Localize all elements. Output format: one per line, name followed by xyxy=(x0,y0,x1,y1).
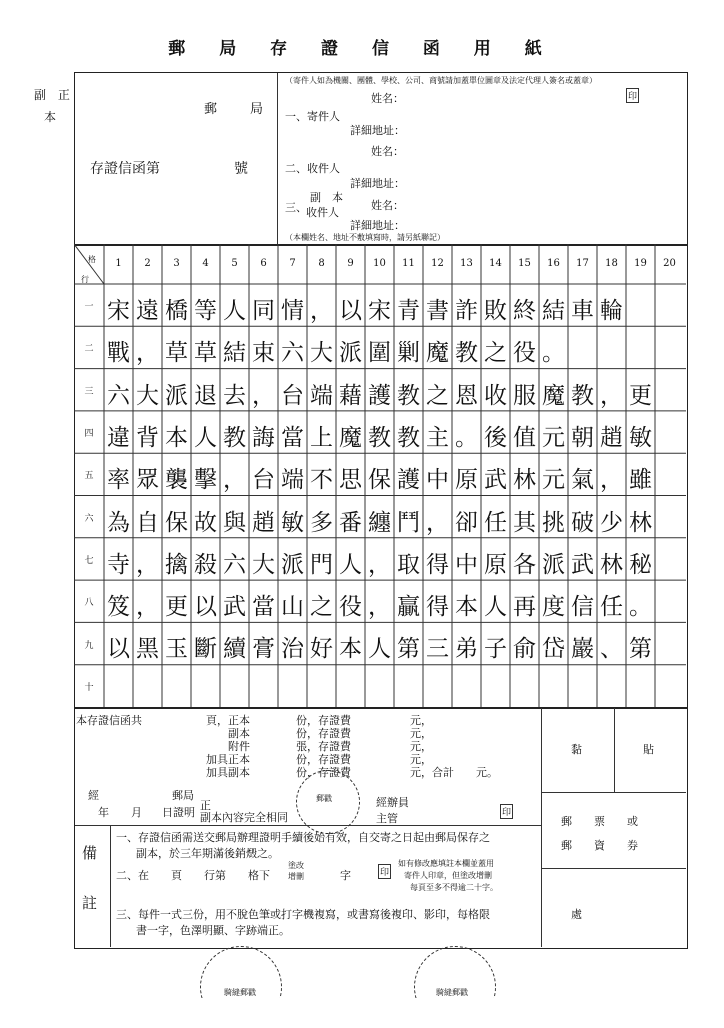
letter-char: 擊 xyxy=(194,467,217,494)
fee-row-b: 份，存證費 xyxy=(296,714,351,727)
row-number: 二 xyxy=(84,344,94,355)
supervisor-label: 主管 xyxy=(376,812,398,825)
letter-char: 武 xyxy=(571,551,594,578)
letter-char: 本 xyxy=(339,636,362,663)
letter-char: 當 xyxy=(252,594,275,621)
letter-char: 與 xyxy=(223,509,246,536)
letter-char: ， xyxy=(368,551,391,578)
fee-row-b: 張，存證費 xyxy=(296,740,351,753)
stamps-b: 郵 資 券 xyxy=(561,839,638,852)
column-number: 15 xyxy=(518,258,531,269)
fee-row-a: 加具副本 xyxy=(206,766,250,779)
fee-row-c: 元， xyxy=(410,740,432,753)
letter-char: 人 xyxy=(339,551,362,578)
letter-char: 朝 xyxy=(571,424,594,451)
letter-char: 第 xyxy=(629,636,652,663)
stamps-a: 郵 票 或 xyxy=(561,815,638,828)
letter-char: 教 xyxy=(368,424,391,451)
fee-row-b: 份，存證費 xyxy=(296,766,351,779)
letter-char: 度 xyxy=(542,594,565,621)
letter-char: 。 xyxy=(455,424,478,451)
letter-char: 保 xyxy=(368,467,391,494)
letter-char: 主 xyxy=(426,424,449,451)
letter-char: 教 xyxy=(397,382,420,409)
row-number: 四 xyxy=(84,429,94,440)
letter-char: 宋 xyxy=(107,298,130,324)
remarks-zhu: 註 xyxy=(82,894,98,912)
column-number: 20 xyxy=(663,258,676,269)
column-number: 1 xyxy=(115,258,122,269)
letter-char: 破 xyxy=(571,509,594,536)
sender-seal: 印 xyxy=(626,88,639,103)
letter-char: 以 xyxy=(194,594,217,621)
letter-char: 笈 xyxy=(107,594,130,621)
letter-char: 再 xyxy=(513,594,536,621)
letter-char: ， xyxy=(223,467,246,494)
receiver-address-label: 詳細地址： xyxy=(350,177,405,190)
fee-row-b: 份，存證費 xyxy=(296,727,351,740)
letter-char: 思 xyxy=(339,467,362,494)
letter-char: 更 xyxy=(629,382,652,409)
letter-char: 敏 xyxy=(281,509,304,536)
letter-char: 教 xyxy=(455,340,478,367)
letter-char: 寺 xyxy=(107,551,130,578)
letter-char: ， xyxy=(600,467,623,494)
receiver-name-label: 姓名： xyxy=(371,145,404,158)
letter-char: 以 xyxy=(339,298,362,324)
remark-2-mid-b: 增刪 xyxy=(288,872,304,881)
column-number: 2 xyxy=(144,258,151,269)
stamp-label-b: 貼 xyxy=(643,743,654,756)
letter-char: 後 xyxy=(484,424,507,451)
letter-char: 書 xyxy=(426,298,449,324)
letter-char: 以 xyxy=(107,636,130,663)
sender-label: 一、寄件人 xyxy=(285,110,340,123)
letter-char: 鬥 xyxy=(397,509,420,536)
corner-top: 格 xyxy=(88,255,96,264)
column-number: 19 xyxy=(634,258,647,269)
letter-char: 好 xyxy=(310,636,333,663)
sender-address-label: 詳細地址： xyxy=(350,124,405,137)
column-number: 9 xyxy=(347,258,354,269)
letter-char: 武 xyxy=(484,467,507,494)
stamps-place: 處 xyxy=(571,908,582,921)
letter-char: 教 xyxy=(223,424,246,451)
row-number: 五 xyxy=(84,471,94,482)
letter-char: 氣 xyxy=(571,467,594,494)
fee-row-b: 份，存證費 xyxy=(296,753,351,766)
letter-char: 其 xyxy=(513,509,536,536)
letter-char: 擒 xyxy=(165,551,188,578)
letter-char: 魔 xyxy=(542,382,565,409)
letter-char: ， xyxy=(310,298,333,324)
page-title: 郵 局 存 證 信 函 用 紙 xyxy=(168,39,556,59)
certify-jing: 經 xyxy=(88,789,99,802)
letter-char: 率 xyxy=(107,467,130,494)
letter-char: 派 xyxy=(339,340,362,367)
column-number: 6 xyxy=(260,258,267,269)
column-number: 8 xyxy=(318,258,325,269)
receiver-label: 二、收件人 xyxy=(285,162,340,175)
fee-row-c: 元， xyxy=(410,727,432,740)
certify-year-month: 年 月 xyxy=(98,806,142,819)
column-number: 18 xyxy=(605,258,618,269)
letter-char: 大 xyxy=(136,382,159,409)
column-number: 7 xyxy=(289,258,296,269)
letter-char: 任 xyxy=(600,594,623,621)
column-number: 14 xyxy=(489,258,502,269)
column-number: 13 xyxy=(460,258,473,269)
remark-1a: 一、存證信函需送交郵局辦理證明手續後始有效，自交寄之日起由郵局保存之 xyxy=(116,831,490,844)
letter-char: 遠 xyxy=(136,298,159,324)
letter-char: ， xyxy=(136,340,159,367)
letter-char: 元 xyxy=(542,467,565,494)
letter-char: 派 xyxy=(281,551,304,578)
letter-char: 秘 xyxy=(629,551,652,578)
letter-char: 。 xyxy=(629,594,652,621)
copy-type-top: 副 正 xyxy=(34,88,74,102)
letter-char: 挑 xyxy=(542,509,565,536)
copy-receiver-b: 收件人 xyxy=(306,206,339,219)
letter-char: 橋 xyxy=(165,298,188,324)
letter-char: 剿 xyxy=(397,340,420,367)
letter-char: 人 xyxy=(223,298,246,324)
fee-row-a: 頁，正本 xyxy=(206,714,250,727)
column-number: 17 xyxy=(576,258,589,269)
letter-char: 值 xyxy=(513,424,536,451)
letter-char: 第 xyxy=(397,636,420,663)
letter-char: 情 xyxy=(281,298,304,324)
letter-char: 保 xyxy=(165,509,188,536)
letter-char: 上 xyxy=(310,424,333,451)
remark-2-mid-a: 塗改 xyxy=(288,861,304,870)
letter-char: 魔 xyxy=(426,340,449,367)
post-office-label: 郵 局 xyxy=(204,102,274,117)
letter-char: 大 xyxy=(310,340,333,367)
letter-char: 襲 xyxy=(165,467,188,494)
copy-type-bottom: 本 xyxy=(44,110,57,124)
letter-char: ， xyxy=(136,594,159,621)
letter-char: 端 xyxy=(281,467,304,494)
remark-1b: 副本，於三年期滿後銷燬之。 xyxy=(136,847,279,860)
letter-char: 大 xyxy=(252,551,275,578)
header-note-bottom: （本欄姓名、地址不敷填寫時，請另紙聯記） xyxy=(285,233,445,242)
letter-char: 六 xyxy=(107,382,130,409)
letter-char: 三 xyxy=(426,636,449,663)
remark-2-prefix: 二、在 頁 行第 格下 xyxy=(116,869,270,882)
corner-bottom: 行 xyxy=(81,275,89,284)
letter-no-prefix: 存證信函第 xyxy=(90,161,160,177)
letter-char: 纏 xyxy=(368,509,391,536)
letter-char: 當 xyxy=(281,424,304,451)
letter-char: 輪 xyxy=(600,298,623,324)
letter-char: 更 xyxy=(165,594,188,621)
letter-char: 本 xyxy=(165,424,188,451)
letter-char: 任 xyxy=(484,509,507,536)
letter-char: 斷 xyxy=(194,636,217,663)
letter-char: 六 xyxy=(223,551,246,578)
letter-char: 弟 xyxy=(455,636,478,663)
column-number: 16 xyxy=(547,258,560,269)
row-number: 一 xyxy=(84,302,94,313)
letter-char: 戰 xyxy=(107,340,130,367)
letter-char: 之 xyxy=(484,340,507,367)
letter-char: 林 xyxy=(629,509,652,536)
letter-char: 信 xyxy=(571,594,594,621)
letter-char: 台 xyxy=(252,467,275,494)
letter-char: 誨 xyxy=(252,424,275,451)
letter-char: 眾 xyxy=(136,467,159,494)
letter-char: 山 xyxy=(281,594,304,621)
letter-char: 台 xyxy=(281,382,304,409)
column-number: 5 xyxy=(231,258,238,269)
certify-fu-content: 副本內容完全相同 xyxy=(200,811,288,824)
letter-char: 子 xyxy=(484,636,507,663)
letter-char: 殺 xyxy=(194,551,217,578)
supervisor-seal: 印 xyxy=(500,804,513,819)
letter-char: 自 xyxy=(136,509,159,536)
column-number: 3 xyxy=(173,258,180,269)
row-number: 九 xyxy=(84,640,94,651)
letter-char: 草 xyxy=(165,340,188,367)
letter-char: 草 xyxy=(194,340,217,367)
row-number: 八 xyxy=(84,598,94,609)
copy-receiver-address-label: 詳細地址： xyxy=(350,219,405,232)
fee-row-c: 元，合計 元。 xyxy=(410,766,498,779)
letter-char: 恩 xyxy=(455,382,478,409)
letter-char: 林 xyxy=(513,467,536,494)
letter-char: ， xyxy=(252,382,275,409)
fee-row-a: 副本 xyxy=(228,727,250,740)
letter-char: 岱 xyxy=(542,636,565,663)
row-number: 六 xyxy=(84,513,94,524)
letter-char: 人 xyxy=(484,594,507,621)
letter-char: 結 xyxy=(223,340,246,367)
letter-char: 黑 xyxy=(136,636,159,663)
letter-char: 服 xyxy=(513,382,536,409)
letter-char: 之 xyxy=(310,594,333,621)
letter-char: 中 xyxy=(455,551,478,578)
letter-char: 役 xyxy=(339,594,362,621)
letter-char: 趙 xyxy=(600,424,623,451)
letter-char: 人 xyxy=(368,636,391,663)
row-number: 三 xyxy=(84,386,94,397)
letter-char: 護 xyxy=(368,382,391,409)
letter-char: ， xyxy=(136,551,159,578)
handler-label: 經辦員 xyxy=(376,796,409,809)
letter-char: 等 xyxy=(194,298,217,324)
letter-char: 續 xyxy=(223,636,246,663)
letter-char: 原 xyxy=(484,551,507,578)
letter-char: 武 xyxy=(223,594,246,621)
column-number: 10 xyxy=(373,258,386,269)
letter-char: 原 xyxy=(455,467,478,494)
letter-char: 宋 xyxy=(368,298,391,324)
copy-receiver-num: 三、 xyxy=(285,201,307,214)
letter-char: 故 xyxy=(194,509,217,536)
letter-char: 敏 xyxy=(629,424,652,451)
letter-char: 不 xyxy=(310,467,333,494)
letter-char: 膏 xyxy=(252,636,275,663)
remark-2-note-b: 寄件人印章，但塗改增刪 xyxy=(404,871,492,880)
letter-char: 之 xyxy=(426,382,449,409)
letter-char: 得 xyxy=(426,551,449,578)
letter-char: ， xyxy=(600,382,623,409)
certify-zheng: 正 xyxy=(200,799,211,812)
letter-char: 、 xyxy=(600,636,623,663)
letter-char: 治 xyxy=(281,636,304,663)
letter-char: 背 xyxy=(136,424,159,451)
letter-char: 中 xyxy=(426,467,449,494)
row-number: 十 xyxy=(84,682,94,693)
fee-row-c: 元， xyxy=(410,714,432,727)
letter-char: 護 xyxy=(397,467,420,494)
letter-char: 役 xyxy=(513,340,536,367)
letter-char: 魔 xyxy=(339,424,362,451)
letter-char: 各 xyxy=(513,551,536,578)
letter-char: 林 xyxy=(600,551,623,578)
letter-char: 得 xyxy=(426,594,449,621)
letter-char: 青 xyxy=(397,298,420,324)
letter-char: 車 xyxy=(571,298,594,324)
letter-char: 本 xyxy=(455,594,478,621)
letter-char: 元 xyxy=(542,424,565,451)
letter-char: 。 xyxy=(542,340,565,367)
copy-receiver-a: 副 本 xyxy=(310,191,343,204)
letter-char: 取 xyxy=(397,551,420,578)
remark-3b: 書一字，色澤明顯、字跡端正。 xyxy=(136,924,290,937)
letter-char: ， xyxy=(368,594,391,621)
certify-post-office: 郵局 xyxy=(172,789,194,802)
letter-char: 俞 xyxy=(513,636,536,663)
stamp-label-a: 黏 xyxy=(571,743,582,756)
letter-char: 同 xyxy=(252,298,275,324)
letter-char: 教 xyxy=(571,382,594,409)
sender-name-label: 姓名： xyxy=(371,92,404,105)
remarks-bei: 備 xyxy=(82,844,98,862)
letter-char: 退 xyxy=(194,382,217,409)
letter-char: 敗 xyxy=(484,298,507,324)
letter-char: 去 xyxy=(223,382,246,409)
letter-char: ， xyxy=(426,509,449,536)
remark-2-note-a: 如有修改應填註本欄並蓋用 xyxy=(398,859,494,868)
letter-no-suffix: 號 xyxy=(234,161,248,177)
seam-stamp-left: 騎縫郵戳 xyxy=(224,988,256,997)
letter-char: 番 xyxy=(339,509,362,536)
letter-char: 終 xyxy=(513,298,536,324)
seam-stamp-right: 騎縫郵戳 xyxy=(436,988,468,997)
column-number: 11 xyxy=(402,258,415,269)
letter-char: 端 xyxy=(310,382,333,409)
remark-2-note-c: 每頁至多不得逾二十字。 xyxy=(410,883,498,892)
row-number: 七 xyxy=(84,555,94,566)
certify-day-proof: 日證明 xyxy=(162,806,195,819)
letter-char: 巖 xyxy=(571,636,594,663)
letter-char: 派 xyxy=(542,551,565,578)
letter-char: 趙 xyxy=(252,509,275,536)
letter-char: 人 xyxy=(194,424,217,451)
remark-2-char: 字 xyxy=(340,869,351,882)
letter-char: 門 xyxy=(310,551,333,578)
letter-char: 違 xyxy=(107,424,130,451)
letter-char: 少 xyxy=(600,509,623,536)
postmark-label: 郵戳 xyxy=(316,794,332,803)
letter-char: 束 xyxy=(252,340,275,367)
copy-receiver-name-label: 姓名： xyxy=(371,199,404,212)
letter-char: 藉 xyxy=(339,382,362,409)
letter-char: 教 xyxy=(397,424,420,451)
letter-char: 六 xyxy=(281,340,304,367)
letter-char: 為 xyxy=(107,509,130,536)
letter-char: 玉 xyxy=(165,636,188,663)
fee-row-c: 元， xyxy=(410,753,432,766)
fees-lead: 本存證信函共 xyxy=(76,714,142,727)
letter-char: 雖 xyxy=(629,467,652,494)
letter-char: 多 xyxy=(310,509,333,536)
column-number: 12 xyxy=(431,258,444,269)
fee-row-a: 加具正本 xyxy=(206,753,250,766)
letter-char: 派 xyxy=(165,382,188,409)
remark-2-seal: 印 xyxy=(378,864,391,879)
header-note-top: （寄件人如為機關、團體、學校、公司、商號請加蓋單位圖章及法定代理人簽名或蓋章） xyxy=(285,76,597,85)
letter-char: 結 xyxy=(542,298,565,324)
letter-char: 詐 xyxy=(455,298,478,324)
remark-3a: 三、每件一式三份，用不脫色筆或打字機複寫，或書寫後複印、影印，每格限 xyxy=(116,908,490,921)
letter-char: 贏 xyxy=(397,594,420,621)
letter-char: 圍 xyxy=(368,340,391,367)
column-number: 4 xyxy=(202,258,209,269)
letter-char: 收 xyxy=(484,382,507,409)
fee-row-a: 附件 xyxy=(228,740,250,753)
letter-char: 卻 xyxy=(455,509,478,536)
